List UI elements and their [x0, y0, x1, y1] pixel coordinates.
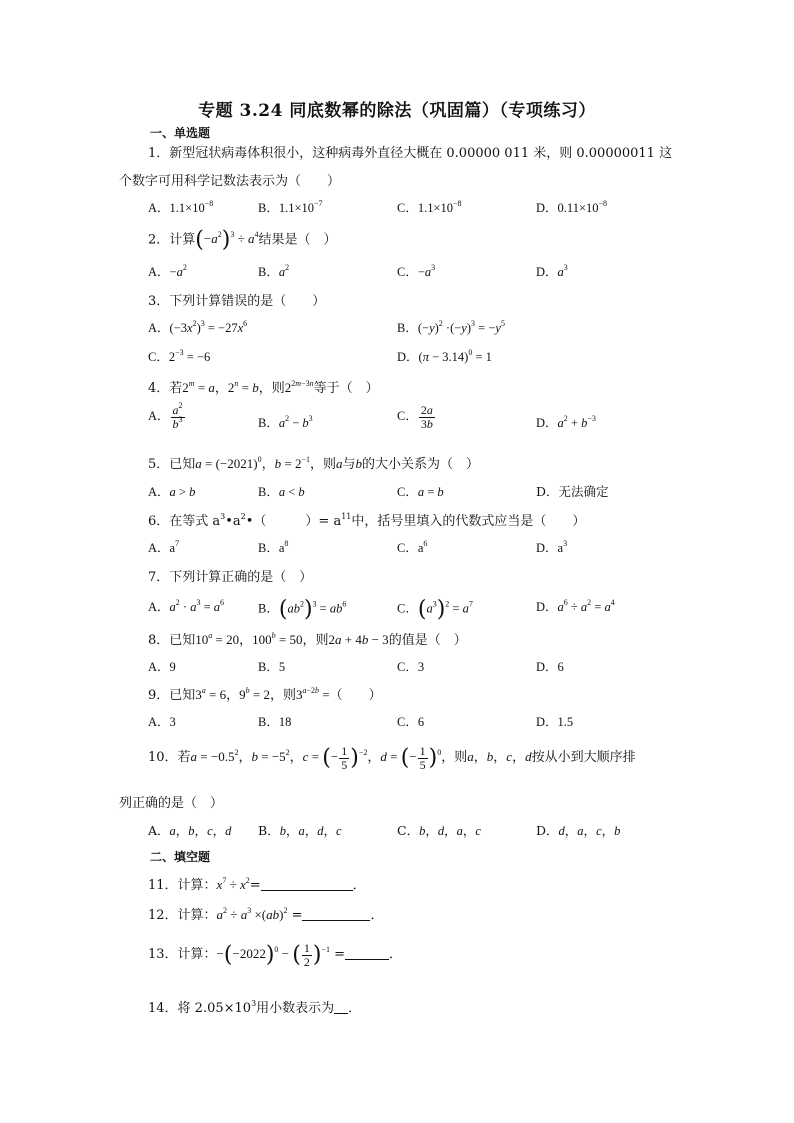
- q2-option-b: B．$a^2$: [258, 263, 290, 279]
- q10-option-d: D．d，a，c，b: [536, 823, 621, 838]
- q2-stem: 2．计算$(-a^2)^3 \div a^4$结果是（ ）: [148, 228, 337, 253]
- q11-answer-blank[interactable]: [261, 878, 353, 891]
- q7-stem: 7．下列计算正确的是（ ）: [148, 570, 313, 585]
- q1-option-d: D．$0.11\times 10^{-8}$: [536, 199, 608, 215]
- q4-option-a: A． $\frac{a^2}{b^3}$: [148, 401, 183, 431]
- q4-stem: 4．若$2^m = a$，$2^n = b$，则$2^{2m-3n}$等于（ ）: [148, 379, 379, 396]
- q6-option-b: B．$a^8$: [258, 539, 289, 555]
- q6-stem: 6．在等式 $a^3•a^2•$（ ）= $a^{11}$中，括号里填入的代数式应当是（ ）: [148, 512, 586, 529]
- q5-option-c: C．a = b: [397, 485, 444, 499]
- q10-option-a: A．a，b，c，d: [148, 823, 232, 838]
- q3-option-a: A．$(-3x^2)^3 = -27x^6$: [148, 319, 248, 335]
- q12-answer-blank[interactable]: [302, 908, 370, 921]
- q8-option-c: C．3: [397, 660, 425, 674]
- q13: 13．计算：$-(-2022)^0$ − ( $\frac{1}{2}$ )$^{-1}$ = ．: [148, 941, 403, 969]
- q10-option-c: C．b，d，a，c: [397, 823, 481, 838]
- q11: 11．计算：$x^7 \div x^2=$ ．: [148, 876, 366, 893]
- q8-option-d: D．6: [536, 660, 564, 674]
- q13-answer-blank[interactable]: [345, 947, 389, 960]
- q14: 14．将 $2.05\times 10^3$用小数表示为 ．: [148, 999, 362, 1016]
- q12: 12．计算：$a^2 \div a^3 \times(ab)^2$ = ．: [148, 906, 384, 923]
- q10-stem-line2: 列正确的是（ ）: [119, 796, 224, 811]
- q6-option-c: C．$a^6$: [397, 539, 428, 555]
- q9-option-c: C．6: [397, 715, 425, 729]
- q5-stem: 5．已知$a = (-2021)^0$，$b = 2^{-1}$，则a与b的大小关系为（ ）: [148, 455, 480, 472]
- q7-option-d: D．$a^6 \div a^2 = a^4$: [536, 598, 615, 614]
- q4-option-c: C． $\frac{2a}{3b}$: [397, 403, 433, 431]
- q7-option-b: B．$(ab^2)^3 = ab^6$: [258, 597, 347, 622]
- q9-option-b: B．18: [258, 715, 292, 729]
- q5-option-b: B．a < b: [258, 485, 305, 499]
- q14-answer-blank[interactable]: [334, 1001, 348, 1014]
- q1-stem-line1: 1．新型冠状病毒体积很小，这种病毒外直径大概在 0.00000 011 米，则 0.00000011 这: [148, 146, 673, 161]
- q5-option-a: A．a > b: [148, 485, 196, 499]
- q1-option-a: A．$1.1\times 10^{-8}$: [148, 199, 214, 215]
- q9-option-d: D．1.5: [536, 715, 574, 729]
- q9-stem: 9．已知$3^a = 6$，$9^b = 2$，则$3^{a-2b}$ =（ ）: [148, 686, 382, 703]
- q1-option-b: B．$1.1\times 10^{-7}$: [258, 199, 323, 215]
- page-title: 专题 3.24 同底数幂的除法（巩固篇）（专项练习）: [198, 101, 596, 121]
- q7-option-c: C．$(a^3)^2 = a^7$: [397, 597, 473, 622]
- section-fill-blank: 二、填空题: [150, 850, 211, 864]
- q9-option-a: A．3: [148, 715, 176, 729]
- q10-stem-line1: 10．若$a = -0.5^2$，$b = -5^2$，c = (− $\frac{1}{5}$ )$^{-2}$，d = (− $\frac{1}{5}$ )$^0$，则a，b，c，d按从小到大顺序排: [148, 744, 636, 772]
- q4-option-d: D．$a^2 + b^{-3}$: [536, 414, 596, 430]
- q8-option-a: A．9: [148, 660, 176, 674]
- q2-option-d: D．$a^3$: [536, 263, 568, 279]
- q3-option-c: C．$2^{-3} = -6$: [148, 348, 211, 364]
- q10-option-b: B．b，a，d，c: [258, 823, 342, 838]
- q2-option-c: C．$-a^3$: [397, 263, 436, 279]
- q4-option-b: B．$a^2 - b^3$: [258, 414, 313, 430]
- q1-stem-line2: 个数字可用科学记数法表示为（ ）: [119, 174, 341, 189]
- section-single-choice: 一、单选题: [150, 126, 211, 140]
- q2-option-a: A．$-a^2$: [148, 263, 187, 279]
- q7-option-a: A．$a^2 \cdot a^3 = a^6$: [148, 598, 225, 614]
- q3-option-d: D．$(\pi - 3.14)^0 = 1$: [397, 348, 492, 364]
- q6-option-a: A．$a^7$: [148, 539, 180, 555]
- q6-option-d: D．$a^3$: [536, 539, 568, 555]
- q3-option-b: B．$(-y)^2 \cdot(-y)^3 = -y^5$: [397, 319, 505, 335]
- q5-option-d: D．无法确定: [536, 484, 609, 499]
- q8-option-b: B．5: [258, 660, 286, 674]
- q8-stem: 8．已知$10^a = 20$，$100^b = 50$，则2a + 4b − 3的值是（ ）: [148, 631, 467, 648]
- q3-stem: 3．下列计算错误的是（ ）: [148, 294, 326, 309]
- q1-option-c: C．$1.1\times 10^{-8}$: [397, 199, 462, 215]
